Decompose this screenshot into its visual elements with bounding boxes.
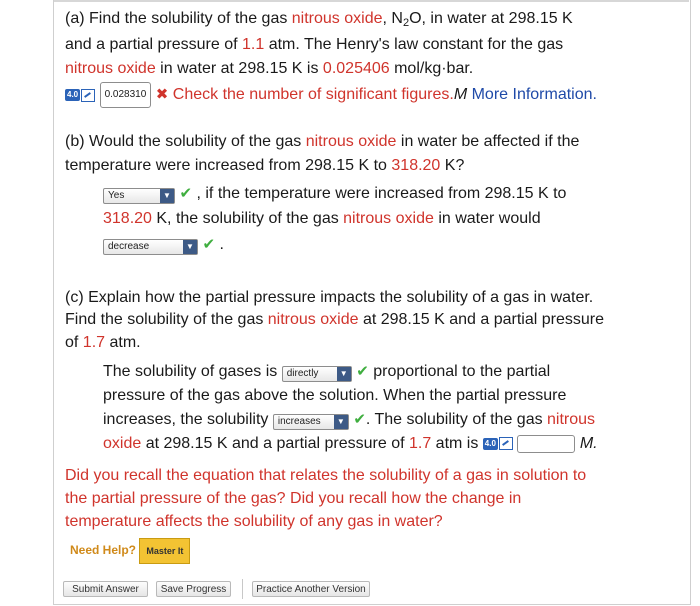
part-a-answer-row: 4.0 0.028310 ✖ Check the number of significant figures.M More Information. <box>65 82 597 108</box>
practice-another-version-button[interactable]: Practice Another Version <box>252 581 370 597</box>
solubility-change-select[interactable]: decrease ▼ <box>103 239 198 255</box>
chevron-down-icon: ▼ <box>334 415 348 429</box>
chevron-down-icon: ▼ <box>183 240 197 254</box>
part-c-s4: oxide at 298.15 K and a partial pressure of 1.7 atm is 4.0 M. <box>103 435 598 452</box>
part-a-line3: nitrous oxide in water at 298.15 K is 0.025406 mol/kg·bar. <box>65 60 474 77</box>
correct-check-icon: ✔ <box>179 185 193 202</box>
chevron-down-icon: ▼ <box>337 367 351 381</box>
pencil-icon <box>499 437 513 450</box>
divider <box>242 579 243 599</box>
need-help-label: Need Help? <box>70 543 137 558</box>
master-it-button[interactable]: Master It <box>139 538 190 564</box>
part-c-line1: (c) Explain how the partial pressure impacts the solubility of a gas in water. <box>65 289 594 306</box>
proportionality-select[interactable]: directly ▼ <box>282 366 352 382</box>
part-b-line2: temperature were increased from 298.15 K to 318.20 K? <box>65 157 465 174</box>
part-a-line2: and a partial pressure of 1.1 atm. The Henry's law constant for the gas <box>65 36 564 53</box>
chevron-down-icon: ▼ <box>160 189 174 203</box>
sig-fig-feedback: Check the number of significant figures. <box>172 86 454 104</box>
need-help-row <box>70 538 190 564</box>
save-progress-button[interactable]: Save Progress <box>156 581 231 597</box>
part-c-s3: increases, the solubility increases ▼ ✔. The solubility of the gas nitrous <box>103 411 596 428</box>
affected-select[interactable]: Yes ▼ <box>103 188 175 204</box>
part-a-line1: (a) Find the solubility of the gas nitrous oxide, $N_2O$, in water at 298.15 K <box>65 10 573 29</box>
henry-constant-value: 0.025406 <box>322 60 390 77</box>
submit-answer-button[interactable]: Submit Answer <box>63 581 148 597</box>
correct-check-icon: ✔ <box>353 411 366 428</box>
part-c-line3: of 1.7 atm. <box>65 334 141 351</box>
part-b-line1: (b) Would the solubility of the gas nitrous oxide in water be affected if the <box>65 133 580 150</box>
part-b-response3: decrease ▼ ✔ . <box>103 234 224 256</box>
solubility-answer-input-c[interactable] <box>517 435 575 453</box>
part-b-response2: 318.20 K, the solubility of the gas nitrous oxide in water would <box>103 210 541 227</box>
hint-line3: temperature affects the solubility of any gas in water? <box>65 513 443 530</box>
score-badge: 4.0 <box>67 90 79 99</box>
part-c-line2: Find the solubility of the gas nitrous oxide at 298.15 K and a partial pressure <box>65 311 604 328</box>
part-c-s1: The solubility of gases is directly ▼ ✔ proportional to the partial <box>103 363 551 380</box>
solubility-answer-input[interactable]: 0.028310 <box>100 82 152 108</box>
more-information-link[interactable]: More Information. <box>471 86 597 104</box>
correct-check-icon: ✔ <box>202 236 216 253</box>
part-b-response1: Yes ▼ ✔ , if the temperature were increased from 298.15 K to <box>103 183 566 205</box>
part-c-s2: pressure of the gas above the solution. When the partial pressure <box>103 387 567 404</box>
solubility-direction-select[interactable]: increases ▼ <box>273 414 349 430</box>
incorrect-x-icon: ✖ <box>155 86 169 104</box>
score-badge: 4.0 <box>484 438 496 448</box>
hint-line1: Did you recall the equation that relates the solubility of a gas in solution to <box>65 467 587 484</box>
pencil-icon <box>81 89 95 102</box>
hint-line2: the partial pressure of the gas? Did you recall how the change in <box>65 490 522 507</box>
partial-pressure-value: 1.1 <box>242 36 265 53</box>
correct-check-icon: ✔ <box>356 363 369 380</box>
gas-name: nitrous oxide <box>291 10 383 27</box>
